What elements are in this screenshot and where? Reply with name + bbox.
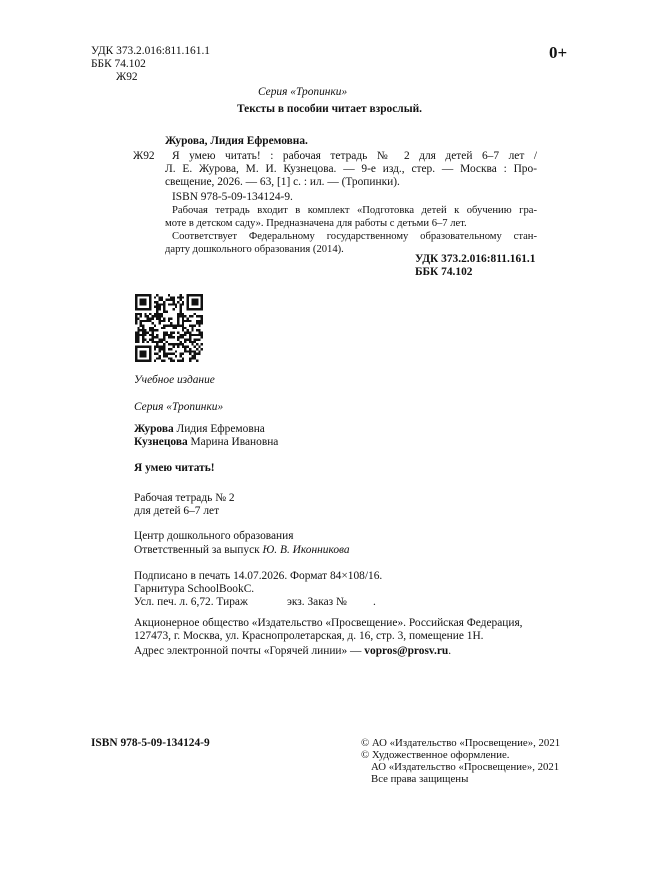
copyright-1: © АО «Издательство «Просвещение», 2021 <box>361 737 561 749</box>
book-title: Я умею читать! <box>134 462 215 474</box>
responsible-editor <box>134 544 350 557</box>
author-1-name: Лидия Ефремовна <box>173 423 265 435</box>
bib-bbk: ББК 74.102 <box>415 266 473 278</box>
bib-line-2: Л. Е. Журова, М. И. Кузнецова. — 9-е изд., стер. — Москва : Про- <box>165 163 537 175</box>
typeface: Гарнитура SchoolBookC. <box>134 583 255 595</box>
book-subtitle-1: Рабочая тетрадь № 2 <box>134 492 235 504</box>
series-label: Серия «Тропинки» <box>258 86 348 98</box>
udk-code: УДК 373.2.016:811.161.1 <box>91 45 210 57</box>
book-subtitle-2: для детей 6–7 лет <box>134 505 220 517</box>
author-heading: Журова, Лидия Ефремовна. <box>165 135 308 147</box>
author-mark: Ж92 <box>116 71 138 83</box>
email-address: vopros@prosv.ru <box>364 645 449 657</box>
copies-order: экз. Заказ № <box>287 596 347 608</box>
author-1-surname: Журова <box>134 423 174 435</box>
notice-text: Тексты в пособии читает взрослый. <box>237 103 422 115</box>
bib-standard-line-1: Соответствует Федеральному государственному образовательному стан- <box>172 231 537 242</box>
author-2-surname: Кузнецова <box>134 436 188 448</box>
qr-code <box>135 294 203 362</box>
author-1 <box>134 423 265 436</box>
order-end: . <box>373 596 376 608</box>
email-label: Адрес электронной почты «Горячей линии» — <box>134 645 365 657</box>
author-2 <box>134 436 278 449</box>
bib-standard-line-2: дарту дошкольного образования (2014). <box>165 244 344 255</box>
footer-isbn: ISBN 978-5-09-134124-9 <box>91 737 210 749</box>
bib-isbn: ISBN 978-5-09-134124-9. <box>172 191 293 203</box>
bbk-code: ББК 74.102 <box>91 58 146 70</box>
hotline-email <box>134 645 451 658</box>
print-sheets: Усл. печ. л. 6,72. Тираж <box>134 596 248 608</box>
email-end: . <box>448 645 452 657</box>
bib-annotation-line-1: Рабочая тетрадь входит в комплект «Подготовка детей к обучению гра- <box>172 205 537 216</box>
responsible-label: Ответственный за выпуск <box>134 544 263 556</box>
bib-line-1: Я умею читать! : рабочая тетрадь № 2 для детей 6–7 лет / <box>172 150 537 162</box>
bib-line-3: свещение, 2026. — 63, [1] с. : ил. — (Тропинки). <box>165 176 400 188</box>
author-2-name: Марина Ивановна <box>187 436 279 448</box>
signed-to-print: Подписано в печать 14.07.2026. Формат 84×108/16. <box>134 570 383 582</box>
publisher-line-1: Акционерное общество «Издательство «Просвещение». Российская Федерация, <box>134 617 523 629</box>
all-rights-reserved: Все права защищены <box>371 773 469 785</box>
age-rating: 0+ <box>549 43 568 62</box>
copyright-2: © Художественное оформление. <box>361 749 510 761</box>
publisher-line-2: 127473, г. Москва, ул. Краснопролетарская, д. 16, стр. 3, помещение 1Н. <box>134 630 484 642</box>
imprint-series: Серия «Тропинки» <box>134 401 224 413</box>
responsible-name: Ю. В. Иконникова <box>262 544 350 556</box>
bib-mark: Ж92 <box>133 150 155 162</box>
edition-center: Центр дошкольного образования <box>134 530 294 542</box>
edition-type: Учебное издание <box>134 374 215 386</box>
bib-annotation-line-2: моте в детском саду». Предназначена для работы с детьми 6–7 лет. <box>165 218 467 229</box>
copyright-3: АО «Издательство «Просвещение», 2021 <box>371 761 560 773</box>
bib-udk: УДК 373.2.016:811.161.1 <box>415 253 536 265</box>
